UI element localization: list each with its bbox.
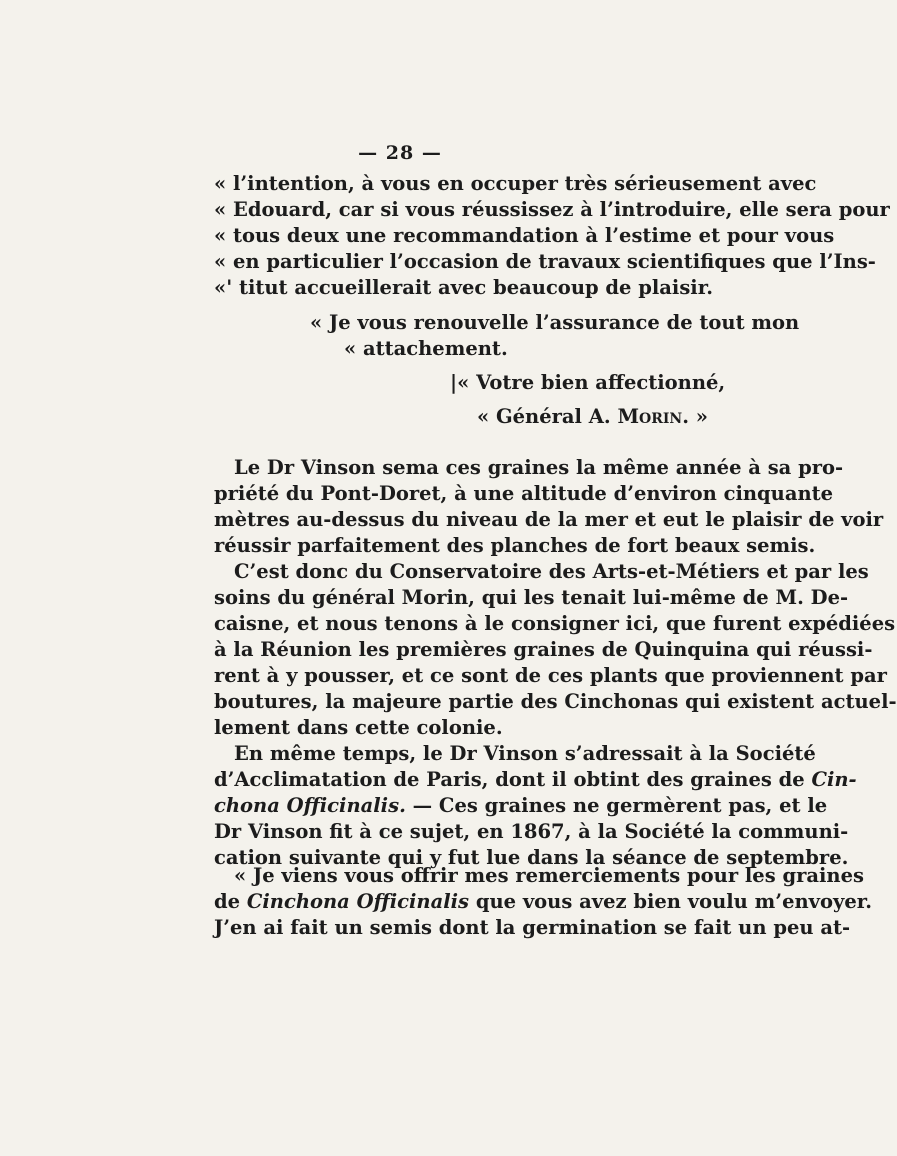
page-number: — 28 — bbox=[358, 142, 442, 164]
paragraph-line: Dr Vinson fit à ce sujet, en 1867, à la Société la communi- bbox=[214, 820, 849, 843]
paragraph-line bbox=[214, 793, 828, 819]
paragraph-line bbox=[214, 889, 872, 915]
letter-line: « Edouard, car si vous réussissez à l’introduire, elle sera pour bbox=[214, 198, 890, 221]
paragraph-line: cation suivante qui y fut lue dans la séance de septembre. bbox=[214, 846, 849, 869]
letter-line: «' titut accueillerait avec beaucoup de plaisir. bbox=[214, 276, 713, 299]
paragraph-line: à la Réunion les premières graines de Quinquina qui réussi- bbox=[214, 638, 873, 661]
paragraph-line: priété du Pont-Doret, à une altitude d’environ cinquante bbox=[214, 482, 834, 505]
paragraph-line: « Je viens vous offrir mes remerciements pour les graines bbox=[234, 864, 864, 887]
italic-run: Cinchona Officinalis bbox=[246, 890, 470, 913]
paragraph-line: caisne, et nous tenons à le consigner ici, que furent expédiées bbox=[214, 612, 896, 635]
text-run: que vous avez bien voulu m’envoyer. bbox=[469, 890, 872, 913]
letter-line: « l’intention, à vous en occuper très sérieusement avec bbox=[214, 172, 817, 195]
paragraph-line: soins du général Morin, qui les tenait lui-même de M. De- bbox=[214, 586, 849, 609]
signature-name: Morin bbox=[617, 405, 683, 428]
paragraph-line: En même temps, le Dr Vinson s’adressait à la Société bbox=[234, 742, 816, 765]
italic-run: chona Officinalis. bbox=[214, 794, 406, 817]
paragraph-line: réussir parfaitement des planches de fort beaux semis. bbox=[214, 534, 816, 557]
closing-line: |« Votre bien affectionné, bbox=[450, 371, 726, 394]
closing-line: « attachement. bbox=[344, 337, 508, 360]
text-run: d’Acclimatation de Paris, dont il obtint des graines de bbox=[214, 768, 812, 791]
paragraph-line: boutures, la majeure partie des Cinchonas qui existent actuel- bbox=[214, 690, 897, 713]
signature-suffix: . » bbox=[682, 405, 708, 428]
paragraph-line: C’est donc du Conservatoire des Arts-et-Métiers et par les bbox=[234, 560, 869, 583]
signature bbox=[477, 404, 708, 430]
paragraph-line: Le Dr Vinson sema ces graines la même année à sa pro- bbox=[234, 456, 844, 479]
signature-prefix: « Général A. bbox=[477, 405, 618, 428]
text-run: — Ces graines ne germèrent pas, et le bbox=[405, 794, 828, 817]
letter-line: « en particulier l’occasion de travaux scientifiques que l’Ins- bbox=[214, 250, 876, 273]
closing-line: « Je vous renouvelle l’assurance de tout mon bbox=[310, 311, 800, 334]
paragraph-line: mètres au-dessus du niveau de la mer et eut le plaisir de voir bbox=[214, 508, 884, 531]
paragraph-line: rent à y pousser, et ce sont de ces plants que proviennent par bbox=[214, 664, 887, 687]
letter-line: « tous deux une recommandation à l’estime et pour vous bbox=[214, 224, 835, 247]
paragraph-line: J’en ai fait un semis dont la germination se fait un peu at- bbox=[214, 916, 851, 939]
italic-run: Cin- bbox=[811, 768, 857, 791]
paragraph-line bbox=[214, 767, 857, 793]
text-run: de bbox=[214, 890, 247, 913]
paragraph-line: lement dans cette colonie. bbox=[214, 716, 503, 739]
